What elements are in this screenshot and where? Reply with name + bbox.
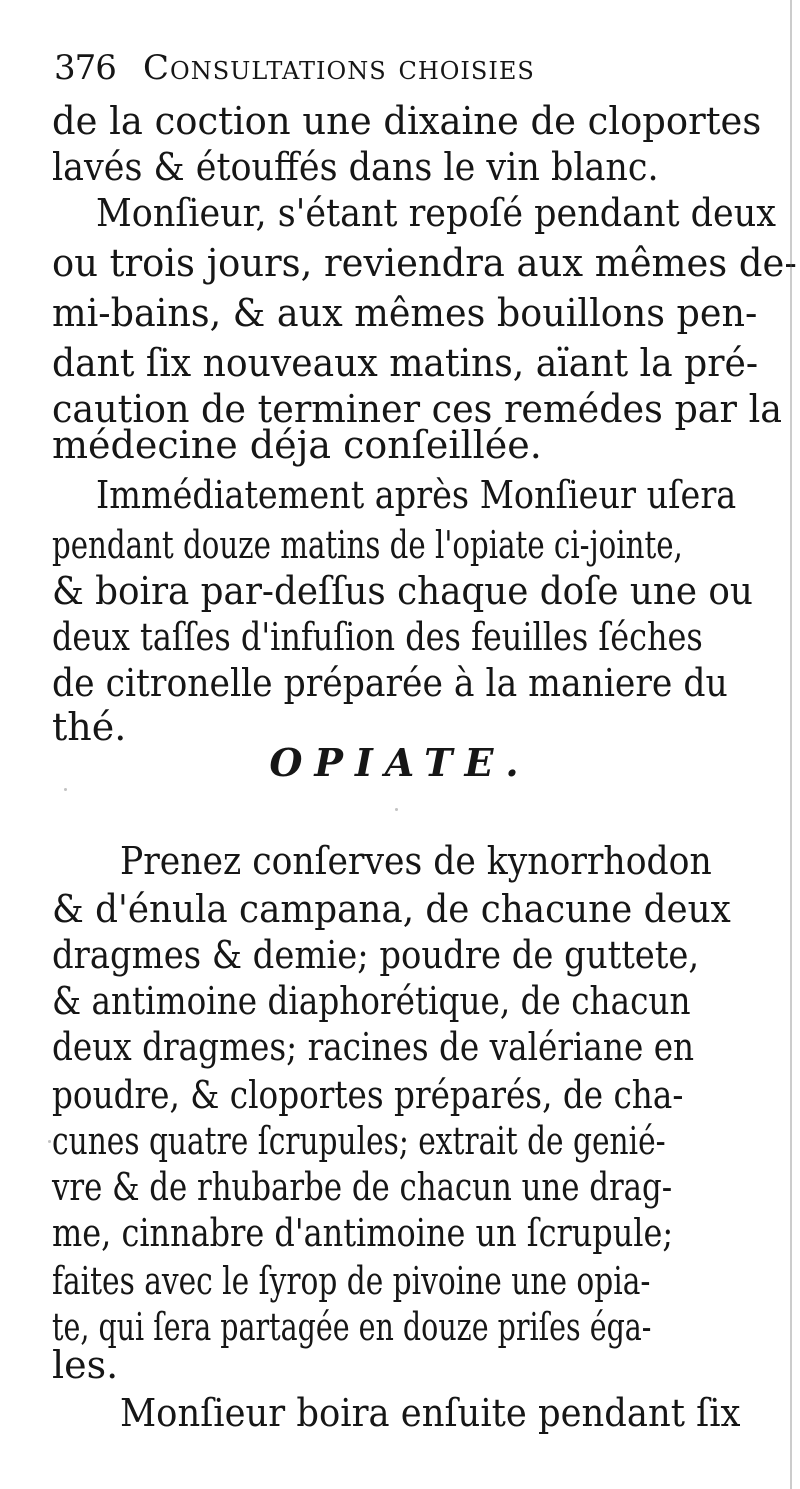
text-line: dragmes & demie; poudre de guttete, [52, 933, 700, 977]
print-speck [395, 808, 398, 811]
section-heading: OPIATE. [269, 740, 531, 785]
print-speck [64, 788, 67, 791]
text-line: & antimoine diaphorétique, de chacun [52, 979, 691, 1023]
text-line: & boira par-deſſus chaque doſe une ou [52, 569, 753, 613]
text-line: vre & de rhubarbe de chacun une drag- [52, 1165, 673, 1209]
text-line: thé. [52, 705, 127, 749]
page-header [54, 48, 754, 96]
text-line: Prenez conſerves de kynorrhodon [120, 839, 712, 883]
text-line: deux dragmes; racines de valériane en [52, 1025, 695, 1069]
page-edge-shadow [790, 0, 792, 1489]
text-line: lavés & étouffés dans le vin blanc. [52, 145, 659, 189]
text-line: de la coction une dixaine de cloportes [52, 99, 762, 143]
text-line: faites avec le ſyrop de pivoine une opia- [52, 1259, 651, 1303]
text-line: dant ſix nouveaux matins, aïant la pré- [52, 341, 759, 385]
text-line: de citronelle préparée à la maniere du [52, 661, 728, 705]
print-speck [48, 1140, 51, 1143]
text-line: deux taſſes d'infuſion des feuilles ſéches [52, 615, 703, 659]
text-line: ou trois jours, reviendra aux mêmes de- [52, 241, 797, 285]
text-line: cunes quatre ſcrupules; extrait de genié- [52, 1119, 666, 1163]
text-line: les. [52, 1343, 119, 1387]
text-line: me, cinnabre d'antimoine un ſcrupule; [52, 1211, 674, 1255]
text-line: & d'énula campana, de chacune deux [52, 887, 731, 931]
text-line: Monſieur boira enſuite pendant ſix [120, 1391, 741, 1435]
text-line: médecine déja conſeillée. [52, 423, 542, 467]
text-line: Immédiatement après Monſieur uſera [96, 473, 737, 517]
text-line: Monſieur, s'étant repoſé pendant deux [96, 191, 776, 235]
page-number: 376 [54, 48, 116, 88]
text-line: mi-bains, & aux mêmes bouillons pen- [52, 291, 758, 335]
text-line: poudre, & cloportes préparés, de cha- [52, 1073, 684, 1117]
text-line: caution de terminer ces remédes par la [52, 387, 783, 431]
print-speck [755, 126, 758, 129]
text-line: te, qui ſera partagée en douze priſes éga- [52, 1305, 652, 1349]
running-title: Consultations choisies [143, 48, 535, 88]
text-line: pendant douze matins de l'opiate ci-jointe, [52, 523, 683, 567]
